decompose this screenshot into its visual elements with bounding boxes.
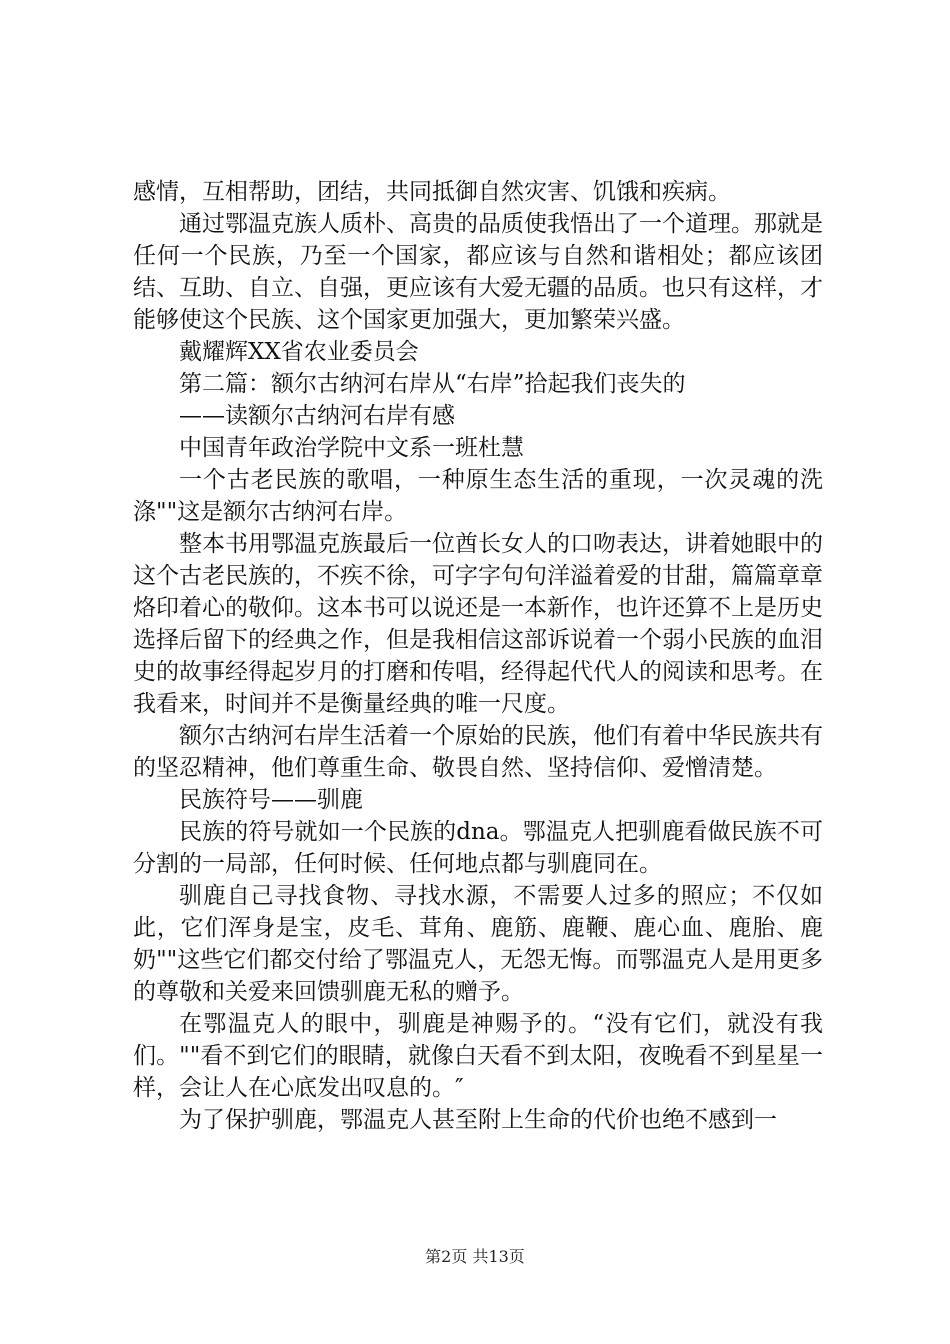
paragraph: 驯鹿自己寻找食物、寻找水源，不需要人过多的照应；不仅如此，它们浑身是宝，皮毛、茸角、鹿筋、鹿鞭、鹿心血、鹿胎、鹿奶""这些它们都交付给了鄂温克人，无怨无悔。而鄂温克人是用更多的尊敬和关爱来回馈驯鹿无私的赠予。 — [133, 883, 823, 1005]
paragraph: 整本书用鄂温克族最后一位酋长女人的口吻表达，讲着她眼中的这个古老民族的，不疾不徐，可字字句句洋溢着爱的甘甜，篇篇章章烙印着心的敬仰。这本书可以说还是一本新作，也许还算不上是历史选择后留下的经典之作，但是我相信这部诉说着一个弱小民族的血泪史的故事经得起岁月的打磨和传唱，经得起代代人的阅读和思考。在我看来，时间并不是衡量经典的唯一尺度。 — [133, 531, 823, 717]
subheading: 民族符号——驯鹿 — [179, 787, 363, 813]
paragraph: 民族的符号就如一个民族的dna。鄂温克人把驯鹿看做民族不可分割的一局部，任何时候、任何地点都与驯鹿同在。 — [133, 819, 823, 877]
paragraph: 在鄂温克人的眼中，驯鹿是神赐予的。“没有它们，就没有我们。""看不到它们的眼睛，就像白天看不到太阳，夜晚看不到星星一样，会让人在心底发出叹息的。″ — [133, 1011, 823, 1101]
paragraph: 为了保护驯鹿，鄂温克人甚至附上生命的代价也绝不感到一 — [179, 1107, 777, 1133]
section-title: 第二篇：额尔古纳河右岸从“右岸”拾起我们丧失的 — [179, 371, 686, 397]
paragraph: 一个古老民族的歌唱，一种原生态生活的重现，一次灵魂的洗涤""这是额尔古纳河右岸。 — [133, 467, 823, 525]
paragraph: 通过鄂温克族人质朴、高贵的品质使我悟出了一个道理。那就是任何一个民族，乃至一个国家，都应该与自然和谐相处；都应该团结、互助、自立、自强，更应该有大爱无疆的品质。也只有这样，才能够使这个民族、这个国家更加强大，更加繁荣兴盛。 — [133, 211, 823, 333]
document-body — [133, 176, 823, 1136]
paragraph: 感情，互相帮助，团结，共同抵御自然灾害、饥饿和疾病。 — [133, 179, 731, 205]
paragraph: 额尔古纳河右岸生活着一个原始的民族，他们有着中华民族共有的坚忍精神，他们尊重生命、敬畏自然、坚持信仰、爱憎清楚。 — [133, 723, 823, 781]
author-line: 戴耀辉XX省农业委员会 — [179, 339, 419, 365]
section-subtitle: ——读额尔古纳河右岸有感 — [179, 403, 455, 429]
page-number-footer: 第2页 共13页 — [425, 1247, 525, 1266]
author-line: 中国青年政治学院中文系一班杜慧 — [179, 435, 524, 461]
